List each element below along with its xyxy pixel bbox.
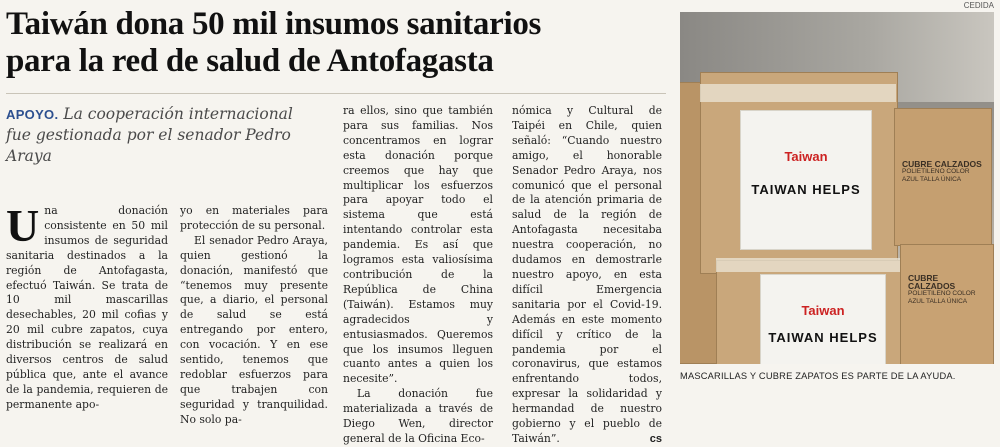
end-mark: cs xyxy=(649,432,662,445)
divider xyxy=(6,93,666,94)
kicker xyxy=(6,104,306,167)
headline-line-2: para la red de salud de Antofagasta xyxy=(6,43,494,79)
paragraph: nómica y Cultural de Taipéi en Chile, quien señaló: “Cuando nuestro amigo, el honorable Senador Pedro Araya, nos comunicó que el personal de la atención primaria de salud de la región de Antofagasta necesitaba nuestra cooperación, no dudamos en demostrarle nuestro apoyo, en esta difícil Emergencia sanitaria por el Covid-19. Además en este momento difícil y crítico de la pandemia por el coronavirus, que estamos enfrentando todos, expresar la solidaridad y hermandad de nuestro gobierno y el pueblo de Taiwán”. xyxy=(512,104,662,445)
box-stamp xyxy=(908,274,986,306)
box-label xyxy=(760,274,886,364)
paragraph: yo en materiales para protección de su personal. xyxy=(180,204,328,232)
kicker-deck: La cooperación internacional fue gestionada por el senador Pedro Araya xyxy=(6,105,293,165)
headline-line-1: Taiwán dona 50 mil insumos sanitarios xyxy=(6,6,542,42)
article-column-3 xyxy=(343,104,493,447)
article-column-2 xyxy=(180,204,328,428)
photo-credit: CEDIDA xyxy=(963,1,994,10)
article-column-1 xyxy=(6,200,168,413)
packing-tape xyxy=(700,84,896,102)
stamp-text: POLIETILENO COLOR AZUL TALLA ÚNICA xyxy=(908,290,976,305)
packing-tape xyxy=(716,258,902,272)
box-slogan: TAIWAN HELPS xyxy=(768,330,878,345)
drop-cap: U xyxy=(6,200,40,251)
box-label xyxy=(740,110,872,250)
box-slogan: TAIWAN HELPS xyxy=(751,182,861,197)
box-brand: Taiwan xyxy=(801,303,845,318)
stamp-title: CUBRE CALZADOS xyxy=(908,273,956,291)
article-photo xyxy=(680,12,994,364)
paragraph: ra ellos, sino que también para sus familias. Nos concentramos en lograr esta donación porque creemos que hay que multiplicar los esfuerzos para apoyar todo el sistema que está intentando controlar esta pandemia. Es así que logramos esta valiosísima contribución de la República de China (Taiwán). Estamos muy agradecidos y entusiasmados. Queremos que los insumos lleguen cuanto antes a quien los necesite”. xyxy=(343,104,493,386)
paragraph: na donación consistente en 50 mil insumos de seguridad sanitaria destinados a la región de Antofagasta, efectuó Taiwán. Se trata de 10 mil mascarillas desechables, 20 mil cofias y 20 mil cubre zapatos, cuya distribución se realizará en diversos centros de salud pública que, ante el avance de la pandemia, requieren de permanente apo- xyxy=(6,204,168,411)
box-stamp xyxy=(902,160,982,184)
box-brand: Taiwan xyxy=(784,149,828,164)
headline xyxy=(6,6,666,80)
article-column-4 xyxy=(512,104,662,447)
kicker-tag: APOYO. xyxy=(6,107,59,122)
stamp-text: POLIETILENO COLOR AZUL TALLA ÚNICA xyxy=(902,168,970,183)
stamp-title: CUBRE CALZADOS xyxy=(902,159,982,169)
paragraph: El senador Pedro Araya, quien gestionó la donación, manifestó que “tenemos muy presente que, a diario, el personal de salud se está entregando por entero, con vocación. Y en ese sentido, tenemos que redoblar esfuerzos para que trabajen con seguridad y tranquilidad. No solo pa- xyxy=(180,233,328,426)
photo-caption: MASCARILLAS Y CUBRE ZAPATOS ES PARTE DE LA AYUDA. xyxy=(680,371,956,381)
paragraph: La donación fue materializada a través de Diego Wen, director general de la Oficina Eco- xyxy=(343,387,493,445)
